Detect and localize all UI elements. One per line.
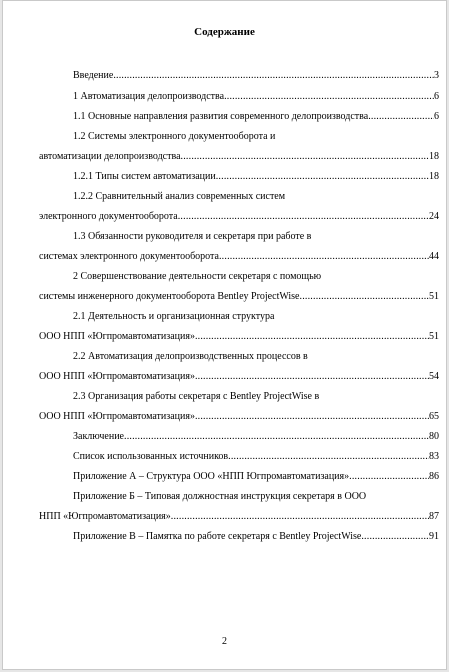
toc-entry: ООО НПП «Югпромавтоматизация» ..... 51 [39, 330, 439, 344]
toc-entry: 1 Автоматизация делопроизводства ..... 6 [73, 90, 439, 104]
toc-entry: 2 Совершенствование деятельности секретаря с помощью [73, 271, 322, 282]
toc-entry: 1.2 Системы электронного документооборота и [73, 131, 276, 142]
toc-entry: 2.3 Организация работы секретаря с Bentley ProjectWise в [73, 391, 320, 402]
toc-entry: НПП «Югпромавтоматизация» ..... 87 [39, 510, 439, 524]
toc-entry: системах электронного документооборота ..... 44 [39, 250, 439, 264]
toc-entry: автоматизации делопроизводства ..... 18 [39, 150, 439, 164]
toc-entry: Заключение ..... 80 [73, 430, 439, 444]
toc-entry: 1.3 Обязанности руководителя и секретаря при работе в [73, 231, 312, 242]
toc-entry: электронного документооборота ..... 24 [39, 210, 439, 224]
toc-entry: Список использованных источников ..... 83 [73, 450, 439, 464]
toc-entry: ООО НПП «Югпромавтоматизация» ..... 54 [39, 370, 439, 384]
toc-entry: ООО НПП «Югпромавтоматизация» ..... 65 [39, 410, 439, 424]
toc-entry: Приложение А – Структура ООО «НПП Югпромавтоматизация» ..... 86 [73, 470, 439, 484]
toc-entry: 2.2 Автоматизация делопроизводственных процессов в [73, 351, 308, 362]
toc-entry: 1.1 Основные направления развития современного делопроизводства ..... 6 [73, 110, 439, 124]
toc-entry: Приложение Б – Типовая должностная инструкция секретаря в ООО [73, 491, 367, 502]
toc-entry: системы инженерного документооборота Bentley ProjectWise ..... 51 [39, 290, 439, 304]
toc-entry: 1.2.1 Типы систем автоматизации ..... 18 [73, 170, 439, 184]
toc-entry: Введение ..... 3 [73, 69, 439, 83]
page-number: 2 [222, 636, 227, 647]
toc-entry: 2.1 Деятельность и организационная структура [73, 311, 275, 322]
toc-entry: Приложение В – Памятка по работе секретаря с Bentley ProjectWise ..... 91 [73, 530, 439, 544]
document-page [2, 0, 447, 670]
toc-entry: 1.2.2 Сравнительный анализ современных систем [73, 191, 286, 202]
toc-title: Содержание [194, 26, 255, 38]
